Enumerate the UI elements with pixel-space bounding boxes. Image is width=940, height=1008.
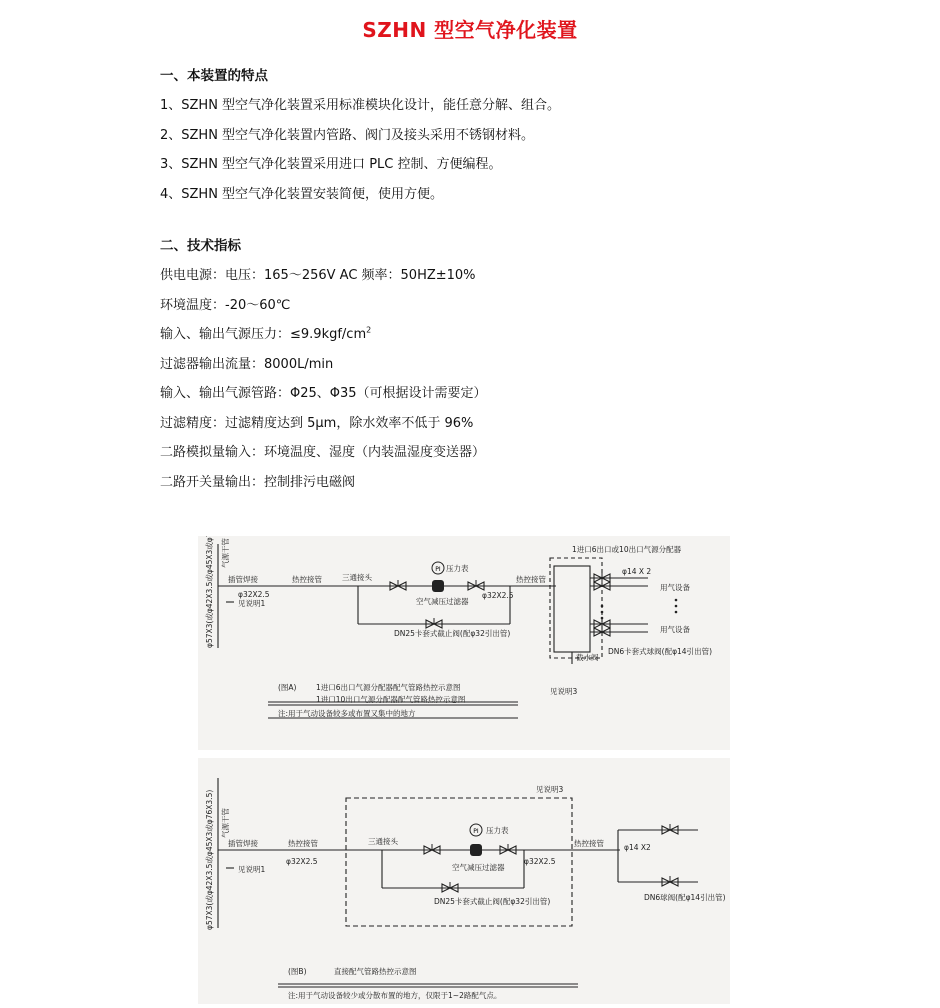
gauge-symbol-b: PI <box>473 828 479 835</box>
bypass-a: DN25卡套式截止阀(配φ32引出管) <box>394 629 511 638</box>
gauge-symbol-a: PI <box>435 566 441 573</box>
section-heading-specs: 二、技术指标 <box>160 238 241 254</box>
spec-filter-precision: 过滤精度：过滤精度达到 5μm，除水效率不低于 96% <box>160 416 474 431</box>
weld-b: 插管焊接 <box>228 839 258 848</box>
main-pipe-b: φ57X3(或φ42X3.5或φ45X3或φ76X3.5) <box>205 789 214 930</box>
pipe1-b: φ32X2.5 <box>286 857 318 866</box>
main-pipe-a: φ57X3(或φ42X3.5或φ45X3或φ76X3.5) <box>205 536 214 648</box>
spec-pressure <box>160 323 371 342</box>
spec-pipe: 输入、输出气源管路：Φ25、Φ35（可根据设计需要定） <box>160 386 487 401</box>
feature-item-1: 1、SZHN 型空气净化装置采用标准模块化设计，能任意分解、组合。 <box>160 98 561 113</box>
out-size-b: φ14 X2 <box>624 843 651 852</box>
hot-pipe1-b: 热控接管 <box>288 839 318 848</box>
caption-fig-b: (图B) <box>288 967 307 976</box>
device2-a: 用气设备 <box>660 625 690 634</box>
spec-analog-input: 二路模拟量输入：环境温度、湿度（内装温湿度变送器） <box>160 445 486 460</box>
bypass-b: DN25卡套式截止阀(配φ32引出管) <box>434 897 551 906</box>
pipe2-a: φ32X2.5 <box>482 591 514 600</box>
tee-b: 三通接头 <box>368 837 398 846</box>
diagram-b-svg <box>198 758 730 1004</box>
note3-a: 见说明3 <box>550 687 578 696</box>
header-label-b: 气源干管 <box>221 808 230 838</box>
feature-item-3: 3、SZHN 型空气净化装置采用进口 PLC 控制、方便编程。 <box>160 157 502 172</box>
ball-valve-a: DN6卡套式球阀(配φ14引出管) <box>608 647 712 656</box>
tee-a: 三通接头 <box>342 573 372 582</box>
weld-a: 插管焊接 <box>228 575 258 584</box>
manifold-a: 1进口6出口或10出口气源分配器 <box>572 545 682 554</box>
gauge-a: 压力表 <box>446 564 469 573</box>
device1-a: 用气设备 <box>660 583 690 592</box>
spec-pressure-sup: 2 <box>366 325 372 335</box>
spec-flow: 过滤器输出流量：8000L/min <box>160 357 334 372</box>
hot-pipe2-b: 热控接管 <box>574 839 604 848</box>
hot-pipe2-a: 热控接管 <box>516 575 546 584</box>
note1-b: 见说明1 <box>238 865 266 874</box>
drain-a: 截水阀 <box>576 653 599 662</box>
header-label-a: 气源干管 <box>221 538 230 568</box>
caption-b: 直接配气管路热控示意图 <box>334 967 417 976</box>
feature-item-2: 2、SZHN 型空气净化装置内管路、阀门及接头采用不锈钢材料。 <box>160 128 535 143</box>
filter-b: 空气减压过滤器 <box>452 863 505 872</box>
diagram-b <box>198 758 730 1004</box>
caption1-a: 1进口6出口气源分配器配气管路热控示意图 <box>316 683 461 692</box>
pipe1-a: φ32X2.5 <box>238 590 270 599</box>
remark-b: 注:用于气动设备较少或分散布置的地方，仅限于1~2路配气点。 <box>288 991 502 1000</box>
caption2-a: 1进口10出口气源分配器配气管路热控示意图 <box>316 695 466 704</box>
gauge-b: 压力表 <box>486 826 509 835</box>
spec-power: 供电电源：电压：165～256V AC 频率：50HZ±10% <box>160 268 476 283</box>
ball-valve-b: DN6球阀(配φ14引出管) <box>644 893 726 902</box>
note3-b: 见说明3 <box>536 785 564 794</box>
diagram-a-svg <box>198 536 730 750</box>
spec-switch-output: 二路开关量输出：控制排污电磁阀 <box>160 475 356 490</box>
page-title: SZHN 型空气净化装置 <box>362 18 578 42</box>
feature-item-4: 4、SZHN 型空气净化装置安装简便，使用方便。 <box>160 187 444 202</box>
remark-a: 注:用于气动设备较多或布置又集中的地方 <box>278 709 416 718</box>
caption-fig-a: (图A) <box>278 683 297 692</box>
diagram-a <box>198 536 730 750</box>
out-size-a: φ14 X 2 <box>622 567 652 576</box>
hot-pipe1-a: 热控接管 <box>292 575 322 584</box>
section-heading-features: 一、本装置的特点 <box>160 68 268 84</box>
spec-temperature: 环境温度：-20～60℃ <box>160 298 291 313</box>
filter-a: 空气减压过滤器 <box>416 597 469 606</box>
spec-pressure-text: 输入、输出气源压力：≤9.9kgf/cm <box>160 327 367 342</box>
pipe2-b: φ32X2.5 <box>524 857 556 866</box>
note1-a: 见说明1 <box>238 599 266 608</box>
